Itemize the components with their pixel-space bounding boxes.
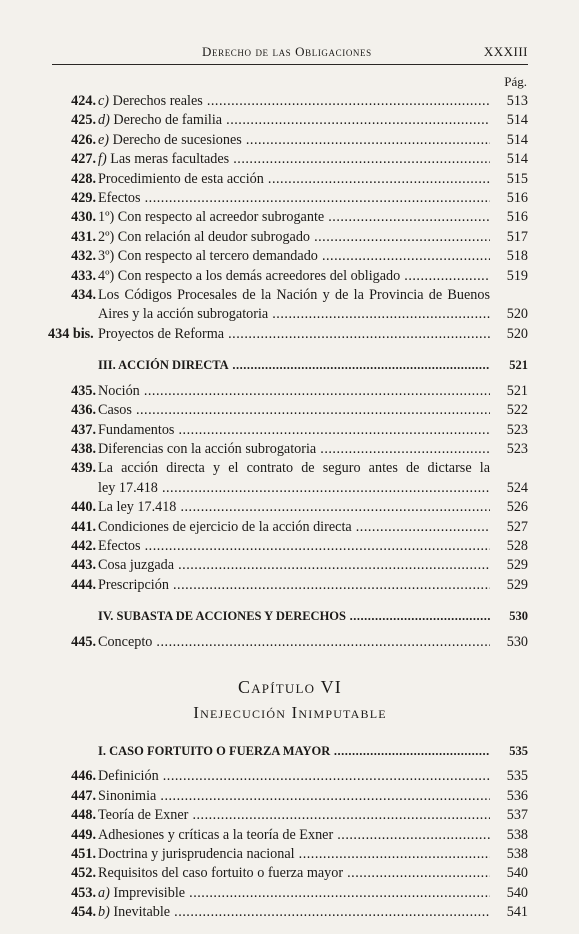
section-page: 521 (509, 358, 528, 373)
entry-number: 428. (71, 170, 96, 187)
toc-entry (52, 903, 528, 922)
toc-entry (52, 267, 528, 286)
entry-text: Procedimiento de esta acción (98, 170, 264, 187)
toc-entry (52, 440, 528, 459)
chapter-title: Inejecución Inimputable (193, 702, 387, 722)
entry-number: 453. (71, 884, 96, 901)
entry-text: Definición (98, 768, 159, 785)
entry-text: Efectos (98, 190, 141, 207)
entry-letter: f) (98, 151, 107, 168)
section-heading (52, 742, 528, 761)
entry-page: 516 (506, 209, 528, 226)
entry-text: Proyectos de Reforma ..... (98, 325, 490, 344)
entry-letter: d) (98, 112, 110, 129)
entry-number: 440. (71, 499, 96, 516)
entry-text: Condiciones de ejercicio de la acción directa (98, 518, 352, 535)
page-column-label: Pág. (504, 74, 527, 89)
entry-number: 433. (71, 267, 96, 284)
toc-entry (52, 170, 528, 189)
entry-number: 452. (71, 865, 96, 882)
entry-text: Requisitos del caso fortuito o fuerza mayor (98, 865, 344, 882)
toc-entry (52, 92, 528, 111)
entry-number: 443. (71, 557, 96, 574)
entry-text: La ley 17.418 (98, 499, 177, 516)
entry-page: 523 (506, 421, 528, 438)
running-title: Derecho de las Obligaciones (202, 44, 372, 59)
entry-page: 536 (506, 787, 528, 804)
entry-number: 424. (71, 93, 96, 109)
toc-entry (52, 111, 528, 130)
entry-page: 515 (506, 170, 528, 187)
entry-number: 454. (71, 904, 96, 921)
entry-number: 445. (71, 633, 96, 650)
entry-text: Noción (98, 382, 140, 399)
toc-group-2a (52, 382, 528, 460)
chapter-heading (52, 674, 528, 726)
toc-entry (52, 767, 528, 786)
entry-page: 519 (506, 267, 528, 284)
toc-entry (52, 228, 528, 247)
entry-text: Las meras facultades (106, 151, 230, 168)
entry-page: 540 (506, 884, 528, 901)
entry-text: Derecho de sucesiones (109, 131, 242, 148)
toc-entry (52, 826, 528, 845)
section-page: 535 (509, 743, 528, 758)
toc-group-1 (52, 92, 528, 286)
page-number: XXXIII (483, 44, 528, 59)
toc-entry (52, 286, 528, 325)
entry-page: 538 (506, 826, 528, 843)
entry-text: Casos (98, 402, 132, 419)
section-page: 530 (509, 609, 528, 624)
toc-entry (52, 806, 528, 825)
entry-number: 442. (71, 537, 96, 554)
toc-entry (52, 576, 528, 595)
entry-text: Fundamentos (98, 421, 175, 438)
toc-entry (52, 382, 528, 401)
entry-page: 529 (506, 576, 528, 593)
entry-page: 514 (506, 131, 528, 148)
entry-page: 527 (506, 518, 528, 535)
section-title: I. CASO FORTUITO O FUERZA MAYOR ..... (98, 742, 490, 761)
entry-page: 538 (506, 846, 528, 862)
entry-page: 537 (506, 807, 528, 824)
entry-page: 528 (506, 537, 528, 554)
entry-text: Inevitable (109, 904, 171, 921)
entry-number: 431. (71, 228, 96, 245)
entry-page: 518 (506, 248, 528, 265)
section-title: IV. SUBASTA DE ACCIONES Y DERECHOS ..... (98, 607, 490, 626)
entry-text: Derechos reales (109, 93, 203, 109)
toc-entry (52, 498, 528, 517)
entry-text: Diferencias con la acción subrogatoria (98, 440, 317, 457)
entry-text: Concepto ..... (98, 633, 490, 652)
entry-number: 438. (71, 440, 96, 457)
entry-number: 447. (71, 787, 96, 804)
toc-entry (52, 189, 528, 208)
entry-number: 437. (71, 421, 96, 438)
toc-entry (52, 537, 528, 556)
running-header (52, 40, 528, 65)
entry-number: 426. (71, 131, 96, 148)
entry-text: Adhesiones y críticas a la teoría de Exner (98, 826, 334, 843)
toc-entry (52, 556, 528, 575)
toc-group-3 (52, 767, 528, 922)
toc-entry (52, 884, 528, 903)
toc-entry (48, 325, 528, 344)
entry-letter: a) (98, 884, 110, 901)
entry-page: 522 (506, 402, 528, 419)
toc-entry (52, 150, 528, 169)
entry-text: Derecho de familia (109, 112, 223, 129)
entry-letter: c) (98, 93, 110, 109)
entry-page: 529 (506, 557, 528, 574)
entry-page: 520 (506, 306, 528, 323)
entry-text: 2º) Con relación al deudor subrogado (98, 228, 311, 245)
toc-entry (52, 518, 528, 537)
entry-number: 425. (71, 112, 96, 129)
entry-text: Doctrina y jurisprudencia nacional (98, 846, 295, 862)
entry-page: 517 (506, 228, 528, 245)
entry-number: 435. (71, 382, 96, 399)
toc-entry (52, 401, 528, 420)
entry-number: 446. (71, 768, 96, 785)
entry-text: Cosa juzgada (98, 557, 175, 574)
entry-number: 451. (71, 846, 96, 862)
entry-text: Aires y la acción subrogatoria ..... (98, 305, 490, 324)
entry-page: 541 (506, 904, 528, 921)
entry-number: 441. (71, 518, 96, 535)
section-heading (52, 356, 528, 375)
entry-letter: e) (98, 131, 110, 148)
entry-page: 514 (506, 151, 528, 168)
toc-entry (52, 864, 528, 883)
entry-text: 3º) Con respecto al tercero demandado (98, 248, 318, 265)
entry-text: Imprevisible (109, 884, 186, 901)
section-heading (52, 607, 528, 626)
entry-text: Los Códigos Procesales de la Nación y de la Provincia de Buenos (98, 287, 490, 304)
entry-text: Prescripción (98, 576, 169, 593)
entry-page: 520 (506, 325, 528, 342)
entry-page: 514 (506, 112, 528, 129)
entry-number: 449. (71, 826, 96, 843)
entry-number: 448. (71, 807, 96, 824)
toc-group-2b (52, 498, 528, 595)
toc-entry (52, 787, 528, 806)
entry-number: 429. (71, 190, 96, 207)
toc-entry (52, 633, 528, 652)
entry-page: 513 (506, 93, 528, 109)
entry-page: 535 (506, 768, 528, 785)
entry-page: 524 (506, 479, 528, 496)
entry-page: 516 (506, 190, 528, 207)
toc-entry (52, 131, 528, 150)
table-of-contents (48, 92, 528, 923)
entry-number: 444. (71, 576, 96, 593)
entry-page: 526 (506, 499, 528, 516)
entry-text: Efectos (98, 537, 141, 554)
entry-page: 521 (506, 382, 528, 399)
toc-entry (52, 208, 528, 227)
entry-text: La acción directa y el contrato de seguro antes de dictarse la (98, 460, 490, 477)
entry-page: 523 (506, 440, 528, 457)
entry-number: 434. (71, 287, 96, 304)
entry-number: 434 bis. (48, 325, 94, 342)
section-title: III. ACCIÓN DIRECTA ..... (98, 356, 490, 375)
entry-text: Sinonimia (98, 787, 157, 804)
toc-entry (52, 459, 528, 498)
entry-text: Teoría de Exner (98, 807, 189, 824)
toc-entry (52, 247, 528, 266)
chapter-number: Capítulo VI (238, 676, 342, 697)
toc-entry (52, 421, 528, 440)
entry-text: ley 17.418 ..... (98, 479, 490, 498)
entry-number: 432. (71, 248, 96, 265)
entry-number: 436. (71, 402, 96, 419)
entry-text: 4º) Con respecto a los demás acreedores del obligado (98, 267, 401, 284)
entry-number: 430. (71, 209, 96, 226)
entry-page: 530 (506, 633, 528, 650)
entry-letter: b) (98, 904, 110, 921)
toc-entry (52, 845, 528, 864)
entry-page: 540 (506, 865, 528, 882)
entry-number: 427. (71, 151, 96, 168)
entry-number: 439. (71, 460, 96, 477)
entry-text: 1º) Con respecto al acreedor subrogante (98, 209, 325, 226)
